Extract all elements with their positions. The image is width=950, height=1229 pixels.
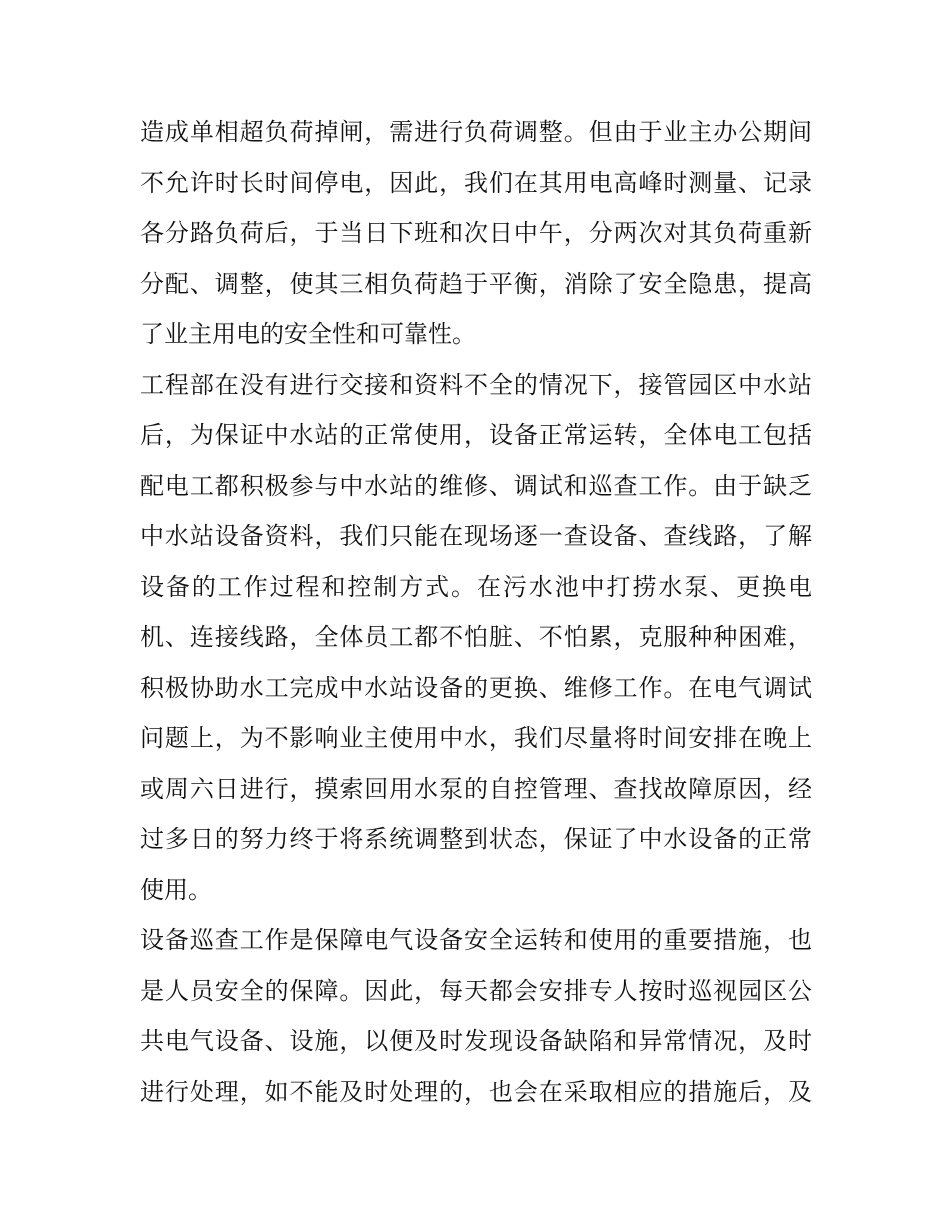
paragraph-1 (140, 107, 812, 360)
text-line: 机、连接线路，全体员工都不怕脏、不怕累，克服种种困难， (140, 623, 812, 651)
text-line: 过多日的努力终于将系统调整到状态，保证了中水设备的正常 (140, 825, 812, 853)
text-line: 积极协助水工完成中水站设备的更换、维修工作。在电气调试 (140, 673, 812, 702)
text-line: 或周六日进行，摸索回用水泵的自控管理、查找故障原因，经 (140, 774, 812, 803)
text-line: 配电工都积极参与中水站的维修、调试和巡查工作。由于缺乏 (140, 471, 812, 500)
text-line: 后，为保证中水站的正常使用，设备正常运转，全体电工包括 (140, 421, 812, 449)
text-line: 使用。 (140, 875, 212, 904)
text-line: 设备的工作过程和控制方式。在污水池中打捞水泵、更换电 (140, 572, 812, 601)
text-line: 工程部在没有进行交接和资料不全的情况下，接管园区中水站 (140, 370, 812, 399)
text-line: 了业主用电的安全性和可靠性。 (140, 320, 476, 348)
text-line: 各分路负荷后，于当日下班和次日中午，分两次对其负荷重新 (140, 219, 812, 247)
text-line: 问题上，为不影响业主使用中水，我们尽量将时间安排在晚上 (140, 724, 812, 752)
text-line: 中水站设备资料，我们只能在现场逐一查设备、查线路，了解 (140, 522, 812, 550)
text-line: 进行处理，如不能及时处理的，也会在采取相应的措施后，及 (140, 1077, 812, 1106)
text-line: 造成单相超负荷掉闸，需进行负荷调整。但由于业主办公期间 (140, 118, 812, 146)
text-line: 设备巡查工作是保障电气设备安全运转和使用的重要措施，也 (140, 926, 812, 954)
text-line: 不允许时长时间停电，因此，我们在其用电高峰时测量、记录 (140, 168, 812, 197)
paragraph-2 (140, 360, 812, 916)
text-line: 分配、调整，使其三相负荷趋于平衡，消除了安全隐患，提高 (140, 269, 812, 298)
paragraph-3 (140, 915, 812, 1117)
text-line: 共电气设备、设施，以便及时发现设备缺陷和异常情况，及时 (140, 1027, 812, 1055)
body-text (140, 107, 812, 1117)
text-line: 是人员安全的保障。因此，每天都会安排专人按时巡视园区公 (140, 976, 812, 1005)
